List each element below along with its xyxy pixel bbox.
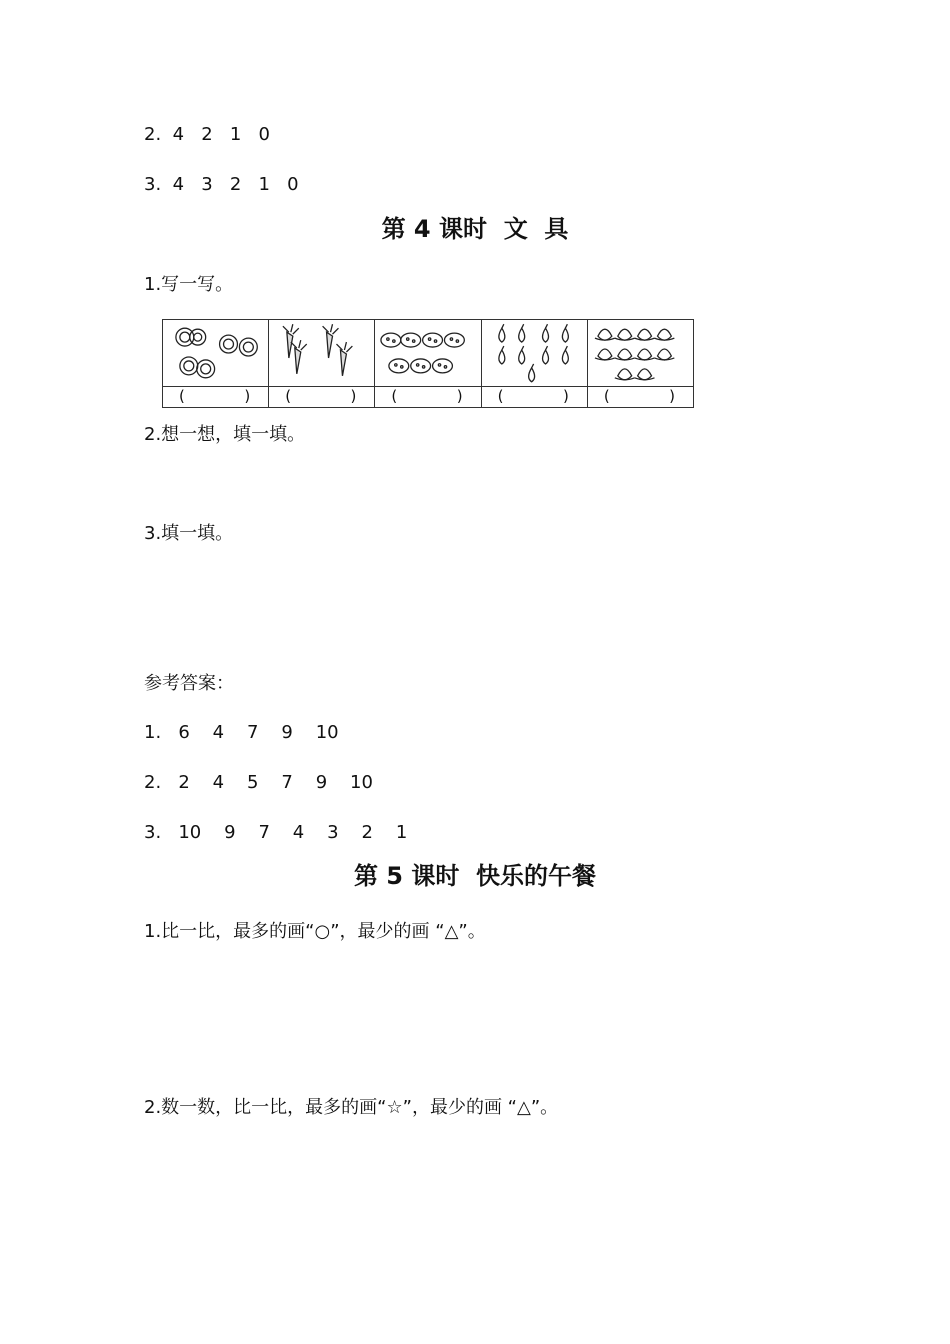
picture-cell-peaches (588, 320, 693, 407)
pear-icon (482, 320, 587, 387)
answer-blank[interactable]: ( ) (391, 387, 463, 405)
picture-cell-oranges (163, 320, 269, 407)
picture-table (162, 319, 694, 408)
carrot-icon (269, 320, 374, 387)
picture-cell-carrots (269, 320, 375, 407)
lesson4-title: 第 4 课时 文 具 (381, 215, 569, 243)
lesson4-question-3: 3.填一填。 (144, 523, 234, 544)
answer-blank[interactable]: ( ) (285, 387, 357, 405)
picture-cell-strawberries (375, 320, 481, 407)
prev-answer-line-2: 2. 4 2 1 0 (144, 124, 270, 145)
orange-icon (163, 320, 268, 387)
lesson5-question-2: 2.数一数，比一比，最多的画“☆”，最少的画 “△”。 (144, 1097, 559, 1118)
picture-cell-pears (482, 320, 588, 407)
lesson5-question-1: 1.比一比，最多的画“○”，最少的画 “△”。 (144, 921, 486, 942)
strawberry-icon (375, 320, 480, 387)
answer-line-3: 3. 10 9 7 4 3 2 1 (144, 822, 408, 843)
lesson4-question-2: 2.想一想，填一填。 (144, 424, 306, 445)
answer-blank[interactable]: ( ) (179, 387, 251, 405)
answer-blank[interactable]: ( ) (603, 387, 676, 405)
answer-line-1: 1. 6 4 7 9 10 (144, 722, 339, 743)
answers-label: 参考答案： (144, 673, 234, 694)
peach-icon (588, 320, 693, 387)
answer-blank[interactable]: ( ) (497, 387, 569, 405)
prev-answer-line-3: 3. 4 3 2 1 0 (144, 174, 299, 195)
answer-line-2: 2. 2 4 5 7 9 10 (144, 772, 373, 793)
lesson4-question-1: 1.写一写。 (144, 274, 234, 295)
lesson5-title: 第 5 课时 快乐的午餐 (353, 862, 597, 890)
